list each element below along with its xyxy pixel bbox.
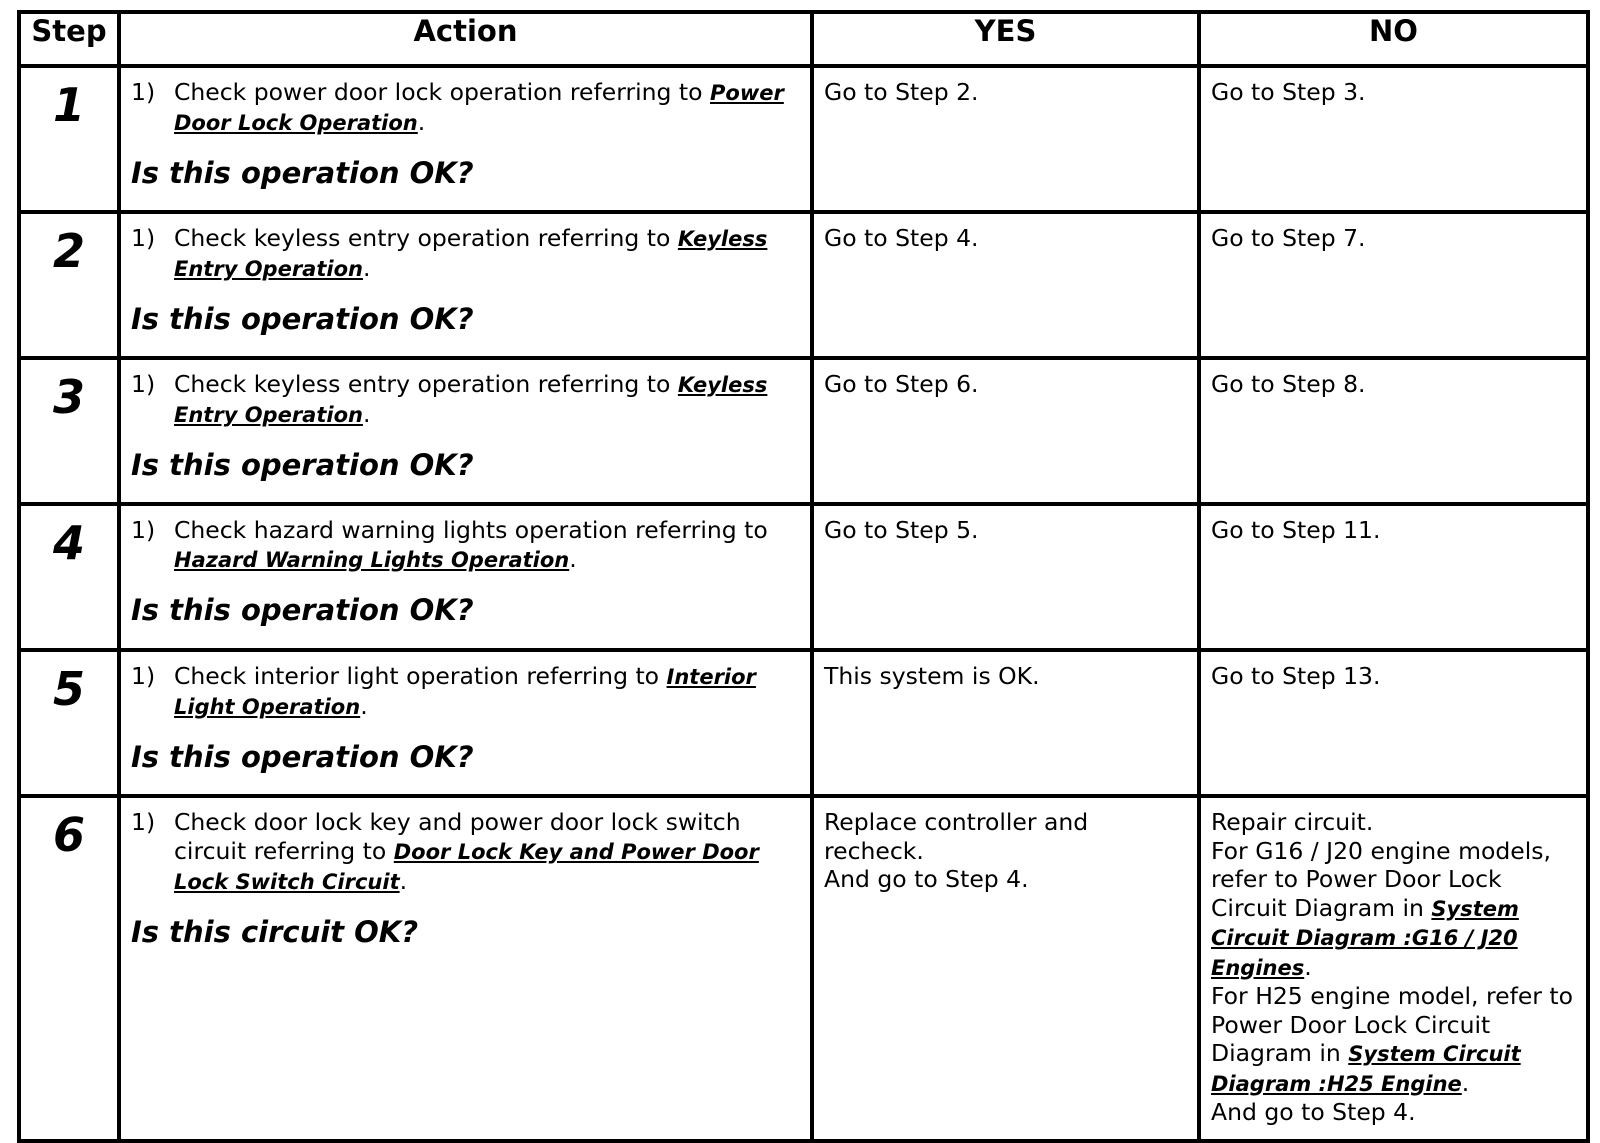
item-text: Check door lock key and power door lock switch circuit referring to (174, 808, 741, 865)
no-line: And go to Step 4. (1211, 1098, 1416, 1126)
item-number: 1) (131, 662, 156, 690)
header-step: Step (19, 12, 119, 66)
reference-link[interactable]: System Circuit Diagram :H25 Engine (1211, 1042, 1521, 1096)
action-cell (119, 504, 812, 650)
no-paragraph (1211, 982, 1578, 1098)
step-number: 1 (19, 66, 119, 212)
action-cell (119, 358, 812, 504)
header-action: Action (119, 12, 812, 66)
step-number: 2 (19, 212, 119, 358)
item-end: . (417, 108, 426, 136)
question: Is this operation OK? (131, 156, 474, 190)
no-cell: Go to Step 7. (1199, 212, 1588, 358)
action-item (131, 370, 802, 430)
action-item (131, 224, 802, 284)
yes-cell: Go to Step 6. (812, 358, 1199, 504)
action-item (131, 662, 802, 722)
item-text: Check power door lock operation referring to (174, 78, 710, 106)
no-text: For H25 engine model, refer to Power Door Lock Circuit Diagram in (1211, 982, 1574, 1067)
yes-cell: Go to Step 5. (812, 504, 1199, 650)
item-number: 1) (131, 224, 156, 252)
header-row (19, 12, 1588, 66)
reference-link[interactable]: Keyless Entry Operation (174, 227, 768, 281)
reference-link[interactable]: Keyless Entry Operation (174, 373, 768, 427)
action-cell (119, 650, 812, 796)
action-cell (119, 212, 812, 358)
action-item (131, 808, 802, 897)
reference-link[interactable]: Door Lock Key and Power Door Lock Switch Circuit (174, 840, 759, 894)
yes-cell: Go to Step 2. (812, 66, 1199, 212)
step-number: 5 (19, 650, 119, 796)
reference-link[interactable]: Interior Light Operation (174, 665, 756, 719)
item-end: . (360, 692, 368, 720)
table-row (19, 66, 1588, 212)
question: Is this operation OK? (131, 740, 474, 774)
item-text: Check hazard warning lights operation referring to (174, 516, 768, 544)
item-end: . (569, 545, 577, 573)
yes-cell: This system is OK. (812, 650, 1199, 796)
yes-line: And go to Step 4. (824, 865, 1029, 893)
table-row (19, 650, 1588, 796)
table-row (19, 504, 1588, 650)
no-end: . (1461, 1068, 1470, 1097)
yes-cell: Go to Step 4. (812, 212, 1199, 358)
question: Is this circuit OK? (131, 915, 419, 949)
no-cell (1199, 796, 1588, 1141)
header-no: NO (1199, 12, 1588, 66)
no-text: For G16 / J20 engine models, refer to Power Door Lock Circuit Diagram in (1211, 836, 1551, 922)
item-text: Check interior light operation referring to (174, 662, 667, 690)
diagnosis-table (17, 10, 1590, 1143)
no-paragraph (1211, 837, 1578, 983)
table-row (19, 358, 1588, 504)
item-number: 1) (131, 370, 156, 398)
no-cell: Go to Step 11. (1199, 504, 1588, 650)
step-number: 6 (19, 796, 119, 1141)
item-number: 1) (131, 516, 156, 544)
item-number: 1) (131, 78, 156, 106)
action-cell (119, 66, 812, 212)
item-end: . (362, 254, 371, 282)
action-cell (119, 796, 812, 1141)
no-cell: Go to Step 8. (1199, 358, 1588, 504)
no-end: . (1304, 952, 1312, 981)
item-number: 1) (131, 808, 156, 836)
no-cell: Go to Step 3. (1199, 66, 1588, 212)
header-yes: YES (812, 12, 1199, 66)
item-text: Check keyless entry operation referring to (174, 370, 678, 398)
question: Is this operation OK? (131, 593, 474, 627)
no-cell: Go to Step 13. (1199, 650, 1588, 796)
item-end: . (362, 400, 371, 428)
question: Is this operation OK? (131, 448, 474, 482)
step-number: 4 (19, 504, 119, 650)
step-number: 3 (19, 358, 119, 504)
action-item (131, 516, 802, 575)
reference-link[interactable]: Hazard Warning Lights Operation (174, 548, 570, 572)
reference-link[interactable]: System Circuit Diagram :G16 / J20 Engines (1211, 896, 1519, 980)
question: Is this operation OK? (131, 302, 474, 336)
table-row (19, 212, 1588, 358)
reference-link[interactable]: Power Door Lock Operation (174, 81, 784, 135)
yes-line: Replace controller and recheck. (824, 808, 1089, 865)
item-end: . (399, 867, 408, 895)
action-item (131, 78, 802, 138)
yes-cell (812, 796, 1199, 1141)
item-text: Check keyless entry operation referring to (174, 224, 678, 252)
table-row (19, 796, 1588, 1141)
no-line: Repair circuit. (1211, 808, 1374, 836)
